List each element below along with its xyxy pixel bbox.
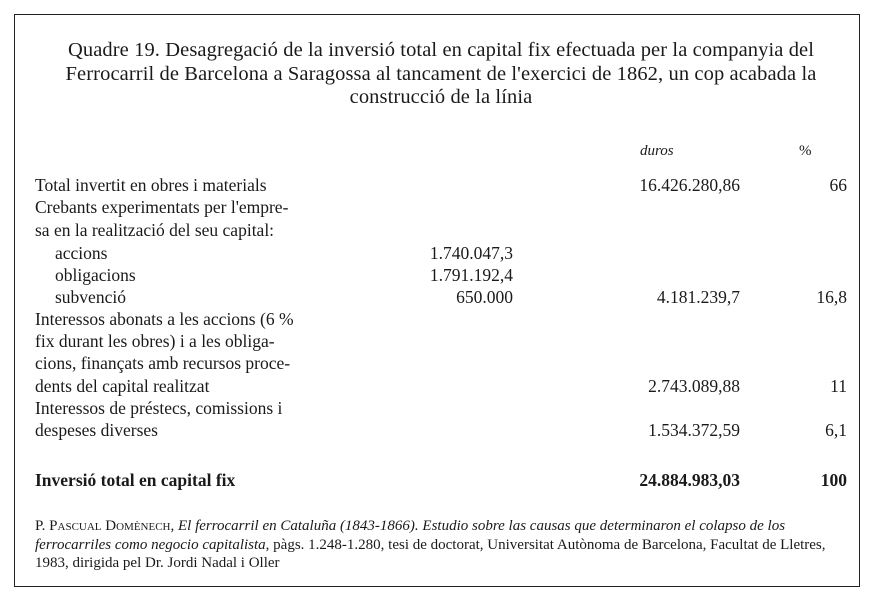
row-subamount: 1.791.192,4 xyxy=(429,265,513,285)
source-details: , pàgs. 1.248-1.280, tesi de doctorat, Universitat Autònoma de Barcelona, Facultat de Lletres, 1983, dirigida pel Dr. Jordi Nadal i Oller xyxy=(35,536,826,571)
row-label: sa en la realització del seu capital: xyxy=(35,220,275,240)
row-label: obligacions xyxy=(55,265,136,285)
row-label: Interessos abonats a les accions (6 % xyxy=(35,309,294,329)
row-subamount: 1.740.047,3 xyxy=(429,243,513,263)
row-amount: 16.426.280,86 xyxy=(639,175,740,195)
column-header-duros: duros xyxy=(640,143,674,159)
row-label: Interessos de préstecs, comissions i xyxy=(35,398,283,418)
row-label: cions, finançats amb recursos proce- xyxy=(35,353,291,373)
source-citation xyxy=(35,517,850,573)
source-author: P. Pascual Domènech, xyxy=(35,518,175,534)
row-label: dents del capital realitzat xyxy=(35,376,210,396)
row-amount: 1.534.372,59 xyxy=(648,420,740,440)
total-amount: 24.884.983,03 xyxy=(639,470,740,490)
row-label: accions xyxy=(55,243,108,263)
row-percent: 11 xyxy=(830,376,847,396)
source-work-title: El ferrocarril en Cataluña (1843-1866). Estudio sobre las causas que determinaron el colapso de los ferrocarriles como negocio capitalista xyxy=(35,518,786,553)
total-percent: 100 xyxy=(820,470,847,490)
row-amount: 2.743.089,88 xyxy=(648,376,740,396)
row-percent: 66 xyxy=(829,175,847,195)
total-label: Inversió total en capital fix xyxy=(35,470,236,490)
column-header-percent: % xyxy=(799,143,812,159)
row-label: fix durant les obres) i a les obliga- xyxy=(35,331,275,351)
row-label: Total invertit en obres i materials xyxy=(35,175,267,195)
row-amount: 4.181.239,7 xyxy=(656,287,740,307)
row-percent: 16,8 xyxy=(816,287,847,307)
row-subamount: 650.000 xyxy=(456,287,513,307)
row-label: despeses diverses xyxy=(35,420,158,440)
table-title: Quadre 19. Desagregació de la inversió total en capital fix efectuada per la companyia del Ferrocarril de Barcelona a Saragossa al tancament de l'exercici de 1862, un cop acabada la construcció de la línia xyxy=(65,39,817,108)
table-frame xyxy=(14,14,860,587)
row-label: Crebants experimentats per l'empre- xyxy=(35,197,289,217)
row-label: subvenció xyxy=(55,287,126,307)
row-percent: 6,1 xyxy=(825,420,847,440)
